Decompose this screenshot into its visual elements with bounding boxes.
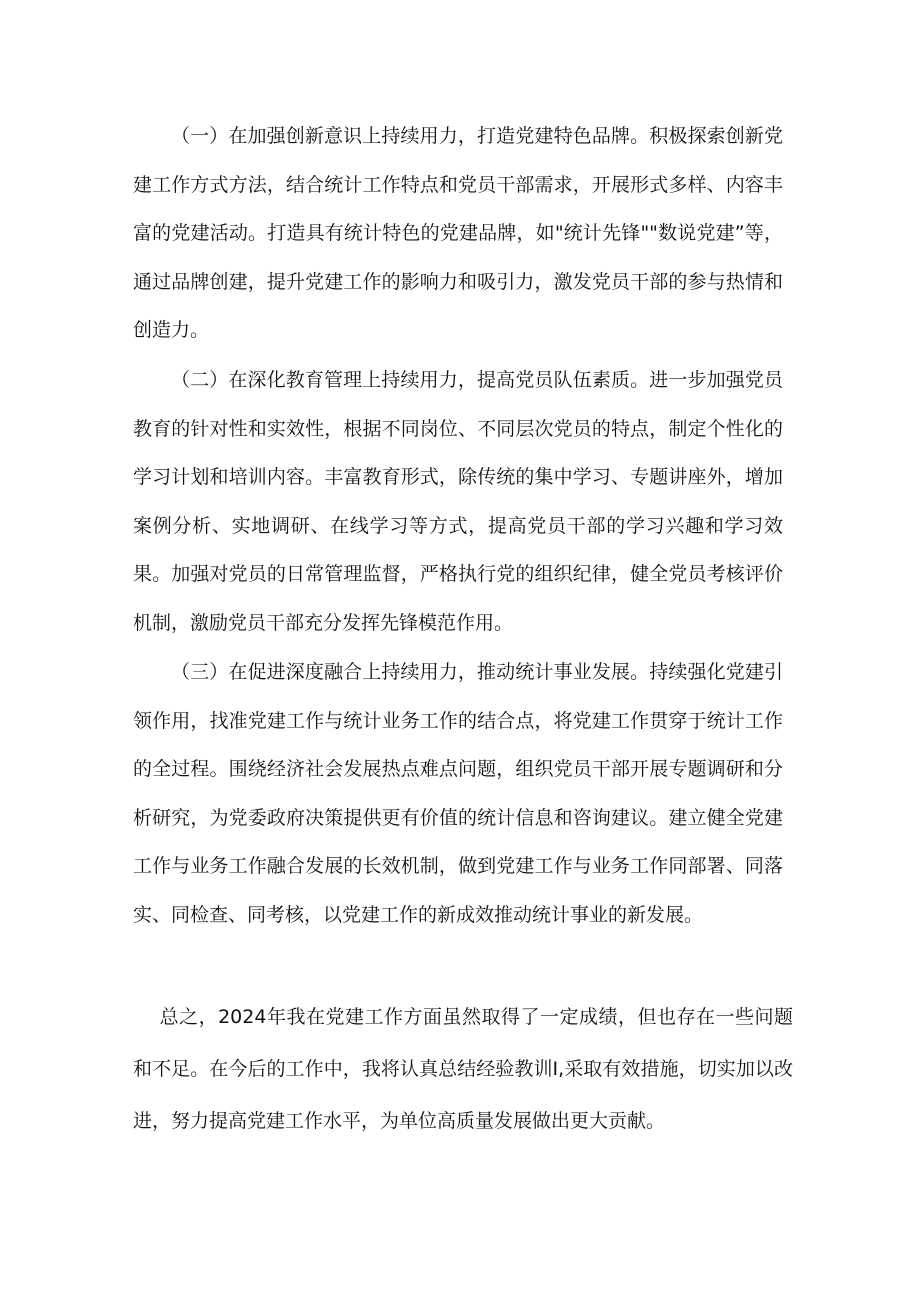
paragraph-brand-building: （一）在加强创新意识上持续用力，打造党建特色品牌。积极探索创新党建工作方式方法，结合统计工作特点和党员干部需求，开展形式多样、内容丰富的党建活动。打造具有统计特色的党建品牌，如"统计先锋""数说党建”等，通过品牌创建，提升党建工作的影响力和吸引力，激发党员干部的参与热情和创造力。: [133, 125, 783, 341]
paragraph-deep-integration: （三）在促进深度融合上持续用力，推动统计事业发展。持续强化党建引领作用，找准党建工作与统计业务工作的结合点，将党建工作贯穿于统计工作的全过程。围绕经济社会发展热点难点问题，组织党员干部开展专题调研和分析研究，为党委政府决策提供更有价值的统计信息和咨询建议。建立健全党建工作与业务工作融合发展的长效机制，做到党建工作与业务工作同部署、同落实、同检查、同考核，以党建工作的新成效推动统计事业的新发展。: [133, 661, 783, 926]
paragraph-education-management: （二）在深化教育管理上持续用力，提高党员队伍素质。进一步加强党员教育的针对性和实效性，根据不同岗位、不同层次党员的特点，制定个性化的学习计划和培训内容。丰富教育形式，除传统的集中学习、专题讲座外，增加案例分析、实地调研、在线学习等方式，提高党员干部的学习兴趣和学习效果。加强对党员的日常管理监督，严格执行党的组织纪律，健全党员考核评价机制，激励党员干部充分发挥先锋模范作用。: [133, 369, 783, 634]
paragraph-conclusion: 总之，2024年我在党建工作方面虽然取得了一定成绩，但也存在一些问题和不足。在今后的工作中，我将认真总结经验教训I,采取有效措施，切实加以改进，努力提高党建工作水平，为单位高质量发展做出更大贡献。: [133, 1006, 793, 1132]
